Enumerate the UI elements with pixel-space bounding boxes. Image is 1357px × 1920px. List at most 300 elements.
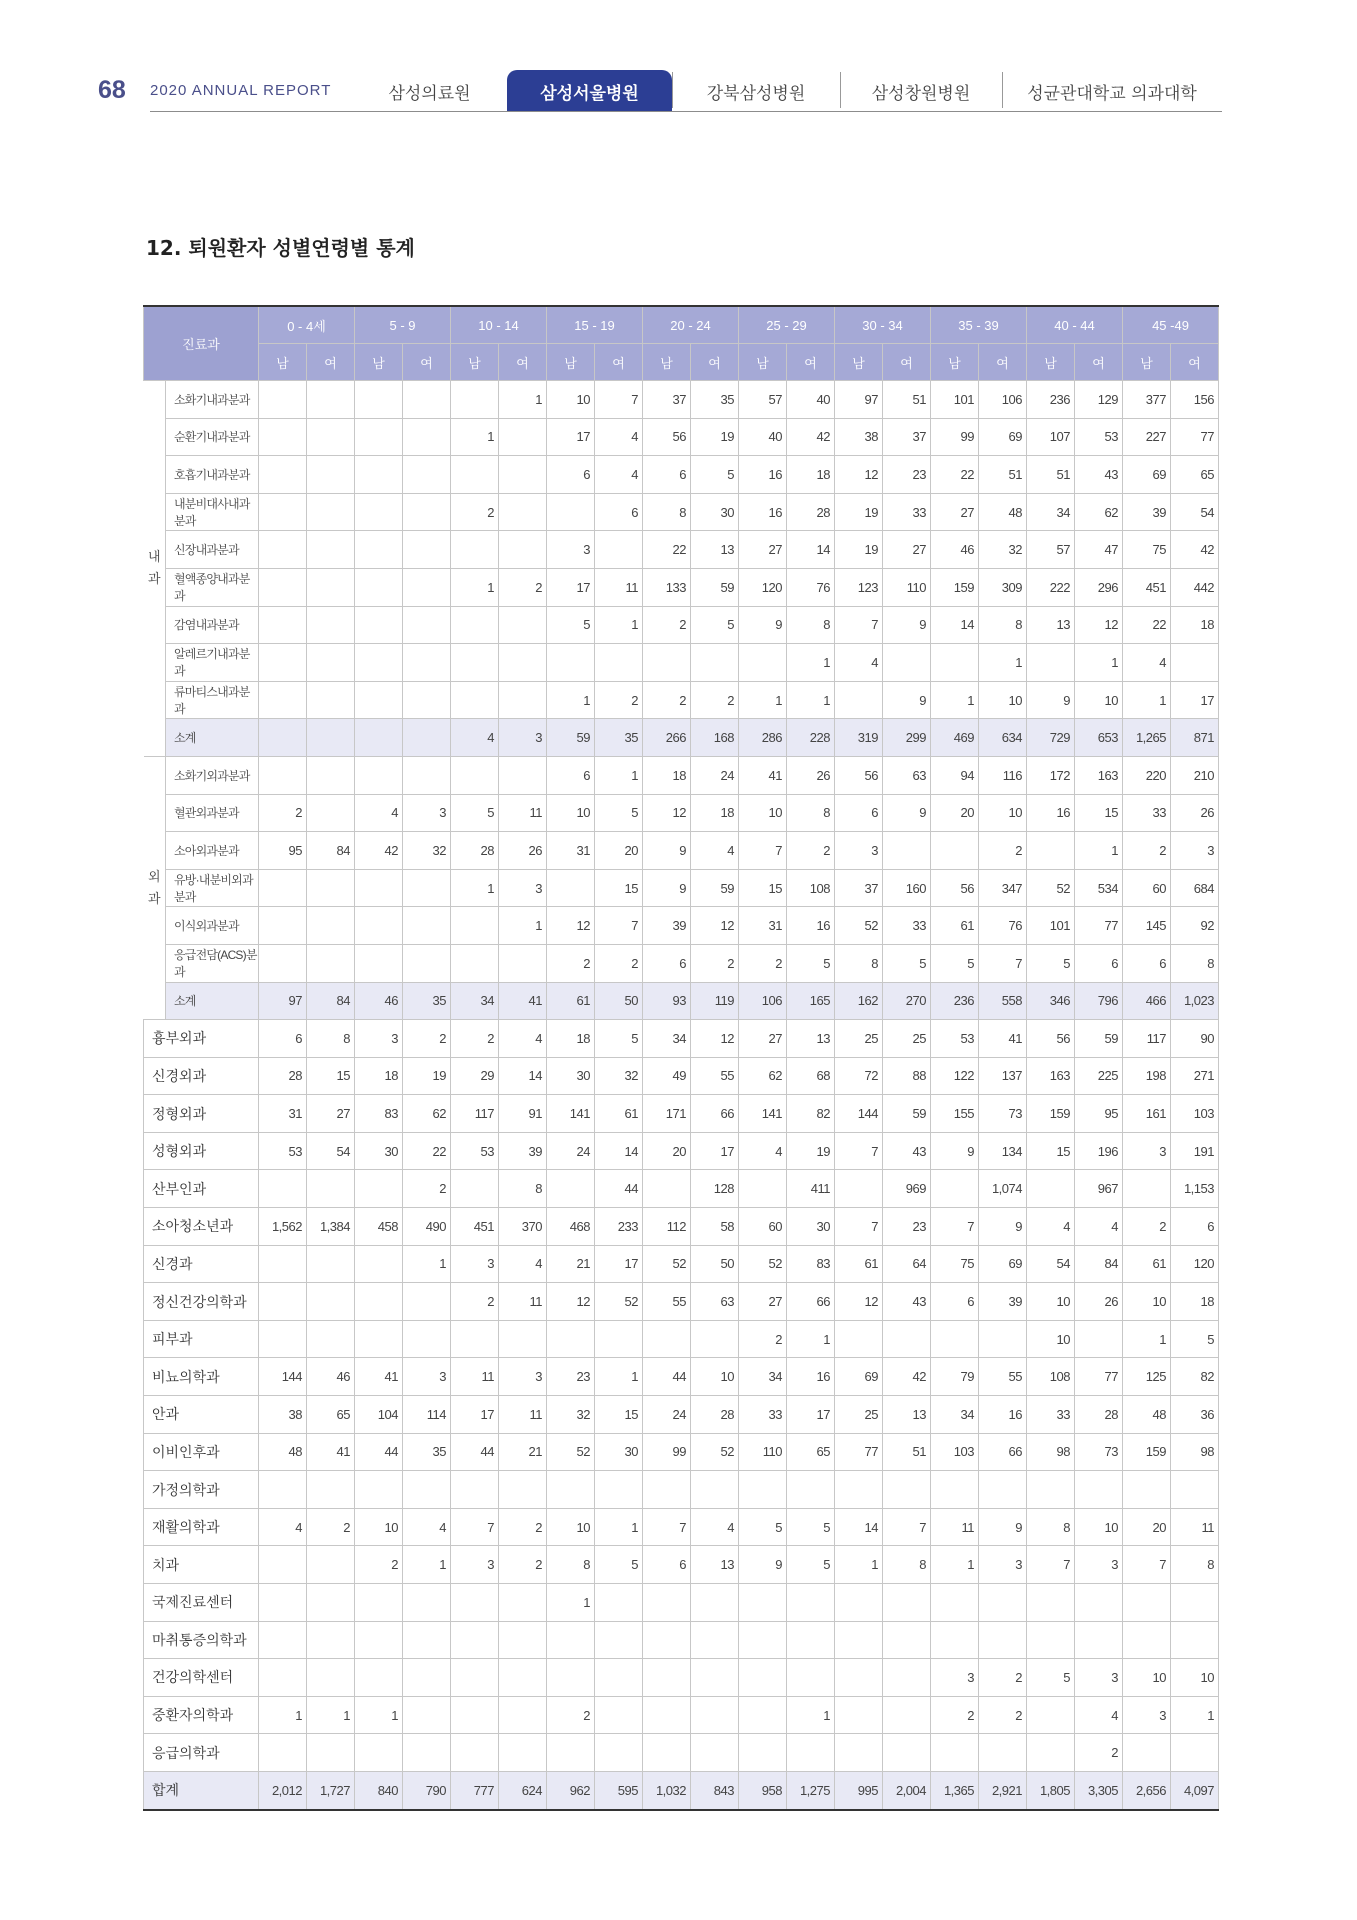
subdept-name: 소화기외과분과 — [166, 756, 259, 794]
table-cell: 30 — [547, 1057, 595, 1095]
table-cell — [595, 1320, 643, 1358]
table-cell: 10 — [1123, 1283, 1171, 1321]
table-cell: 50 — [691, 1245, 739, 1283]
table-cell — [931, 1584, 979, 1622]
table-cell: 1 — [547, 1584, 595, 1622]
table-cell — [403, 1659, 451, 1697]
table-cell: 843 — [691, 1771, 739, 1809]
table-cell: 44 — [451, 1433, 499, 1471]
table-cell: 13 — [1027, 606, 1075, 644]
table-cell: 47 — [1075, 531, 1123, 569]
table-cell — [451, 907, 499, 945]
table-cell: 1 — [307, 1696, 355, 1734]
dept-name: 피부과 — [144, 1320, 259, 1358]
table-cell: 3 — [1171, 832, 1219, 870]
table-cell: 51 — [1027, 456, 1075, 494]
table-cell: 33 — [1123, 794, 1171, 832]
table-cell — [307, 944, 355, 982]
table-cell: 46 — [931, 531, 979, 569]
table-cell: 6 — [1171, 1208, 1219, 1246]
table-cell: 15 — [595, 869, 643, 907]
subdept-name: 응급전담(ACS)분과 — [166, 944, 259, 982]
table-cell — [355, 644, 403, 682]
table-cell: 10 — [547, 794, 595, 832]
table-cell: 3 — [499, 869, 547, 907]
table-cell: 225 — [1075, 1057, 1123, 1095]
table-cell: 137 — [979, 1057, 1027, 1095]
table-cell — [547, 1170, 595, 1208]
table-cell — [451, 644, 499, 682]
table-cell — [355, 493, 403, 531]
table-cell: 1 — [595, 1358, 643, 1396]
table-cell — [259, 1659, 307, 1697]
table-cell: 144 — [259, 1358, 307, 1396]
table-cell — [259, 418, 307, 456]
table-cell — [259, 1320, 307, 1358]
table-cell: 10 — [979, 681, 1027, 719]
subdept-name: 신장내과분과 — [166, 531, 259, 569]
table-cell — [259, 944, 307, 982]
table-cell: 1 — [451, 418, 499, 456]
table-cell — [1027, 832, 1075, 870]
table-cell: 995 — [835, 1771, 883, 1809]
table-cell: 30 — [691, 493, 739, 531]
dept-name: 소아청소년과 — [144, 1208, 259, 1246]
table-cell: 16 — [739, 456, 787, 494]
table-cell: 34 — [451, 982, 499, 1020]
dept-name: 성형외과 — [144, 1132, 259, 1170]
table-cell: 33 — [739, 1396, 787, 1434]
table-cell: 2 — [499, 568, 547, 606]
table-cell: 299 — [883, 719, 931, 757]
table-cell: 172 — [1027, 756, 1075, 794]
table-cell: 2 — [691, 944, 739, 982]
table-cell: 4 — [403, 1508, 451, 1546]
table-cell: 5 — [931, 944, 979, 982]
table-cell — [355, 756, 403, 794]
dept-name: 비뇨의학과 — [144, 1358, 259, 1396]
table-cell — [1027, 1696, 1075, 1734]
table-cell: 53 — [931, 1020, 979, 1058]
table-cell: 9 — [979, 1508, 1027, 1546]
table-cell: 16 — [787, 1358, 835, 1396]
table-cell — [259, 719, 307, 757]
table-header — [144, 306, 1219, 381]
table-row — [144, 1283, 1219, 1321]
table-cell — [307, 644, 355, 682]
group-label-char: 내 — [147, 549, 161, 565]
table-cell — [499, 944, 547, 982]
table-row — [144, 1659, 1219, 1697]
table-cell — [835, 1659, 883, 1697]
table-cell — [931, 1734, 979, 1772]
group-label-char: 과 — [147, 891, 161, 907]
table-cell — [739, 1734, 787, 1772]
table-cell: 52 — [595, 1283, 643, 1321]
table-cell — [451, 456, 499, 494]
age-group-header: 0 - 4세 — [259, 306, 355, 344]
age-group-header: 20 - 24 — [643, 306, 739, 344]
group-label-char: 외 — [147, 869, 161, 885]
table-cell: 73 — [979, 1095, 1027, 1133]
table-cell: 39 — [979, 1283, 1027, 1321]
table-cell: 196 — [1075, 1132, 1123, 1170]
table-cell: 4 — [355, 794, 403, 832]
subdept-name: 순환기내과분과 — [166, 418, 259, 456]
male-header: 남 — [547, 344, 595, 381]
table-row — [144, 1095, 1219, 1133]
table-cell: 123 — [835, 568, 883, 606]
tab-samsung-seoul-hospital[interactable] — [507, 70, 672, 112]
table-cell: 18 — [787, 456, 835, 494]
table-cell: 1 — [499, 381, 547, 419]
table-cell: 1 — [403, 1245, 451, 1283]
table-cell — [403, 869, 451, 907]
table-cell: 10 — [691, 1358, 739, 1396]
table-cell — [643, 1471, 691, 1509]
table-cell: 77 — [1171, 418, 1219, 456]
table-cell: 17 — [547, 568, 595, 606]
table-cell — [643, 1170, 691, 1208]
table-cell: 77 — [835, 1433, 883, 1471]
table-cell — [259, 1283, 307, 1321]
table-row — [144, 1696, 1219, 1734]
table-cell: 63 — [691, 1283, 739, 1321]
table-cell: 160 — [883, 869, 931, 907]
table-cell: 41 — [739, 756, 787, 794]
table-cell: 133 — [643, 568, 691, 606]
dept-name: 치과 — [144, 1546, 259, 1584]
table-cell — [835, 1696, 883, 1734]
table-cell: 58 — [691, 1208, 739, 1246]
table-cell — [499, 644, 547, 682]
table-row — [144, 493, 1219, 531]
table-cell: 4 — [451, 719, 499, 757]
male-header: 남 — [1027, 344, 1075, 381]
table-cell: 108 — [1027, 1358, 1075, 1396]
female-header: 여 — [787, 344, 835, 381]
table-cell — [643, 1659, 691, 1697]
table-cell — [307, 719, 355, 757]
table-cell — [259, 1170, 307, 1208]
table-cell: 112 — [643, 1208, 691, 1246]
table-cell: 11 — [595, 568, 643, 606]
table-cell: 3 — [451, 1546, 499, 1584]
table-cell: 59 — [1075, 1020, 1123, 1058]
table-cell: 56 — [931, 869, 979, 907]
table-cell: 595 — [595, 1771, 643, 1809]
table-cell: 83 — [355, 1095, 403, 1133]
table-cell — [883, 1696, 931, 1734]
table-cell: 23 — [547, 1358, 595, 1396]
table-cell: 624 — [499, 1771, 547, 1809]
table-cell: 48 — [1123, 1396, 1171, 1434]
section-title: 12. 퇴원환자 성별연령별 통계 — [146, 236, 415, 260]
table-cell: 50 — [595, 982, 643, 1020]
tab-skku-medicine[interactable] — [1002, 70, 1222, 112]
male-header: 남 — [739, 344, 787, 381]
table-cell: 10 — [1027, 1320, 1075, 1358]
table-cell — [307, 606, 355, 644]
table-cell: 65 — [307, 1396, 355, 1434]
table-cell — [307, 1320, 355, 1358]
table-cell — [259, 1546, 307, 1584]
table-cell: 20 — [1123, 1508, 1171, 1546]
subdept-name: 감염내과분과 — [166, 606, 259, 644]
table-cell: 2 — [931, 1696, 979, 1734]
table-cell — [499, 531, 547, 569]
table-cell — [403, 1584, 451, 1622]
table-cell: 1 — [1123, 681, 1171, 719]
table-cell: 162 — [835, 982, 883, 1020]
table-cell: 7 — [451, 1508, 499, 1546]
table-cell — [499, 1659, 547, 1697]
table-cell: 2 — [739, 944, 787, 982]
table-cell — [1075, 1320, 1123, 1358]
table-cell: 141 — [547, 1095, 595, 1133]
table-cell: 466 — [1123, 982, 1171, 1020]
table-cell — [451, 381, 499, 419]
table-cell: 57 — [739, 381, 787, 419]
table-cell: 796 — [1075, 982, 1123, 1020]
table-cell: 2 — [499, 1546, 547, 1584]
table-cell: 34 — [931, 1396, 979, 1434]
table-cell: 3 — [403, 1358, 451, 1396]
table-cell — [307, 568, 355, 606]
table-cell: 168 — [691, 719, 739, 757]
table-cell: 12 — [835, 1283, 883, 1321]
table-cell — [403, 944, 451, 982]
table-cell: 5 — [595, 794, 643, 832]
table-cell: 97 — [259, 982, 307, 1020]
table-cell: 37 — [883, 418, 931, 456]
table-cell: 61 — [547, 982, 595, 1020]
table-cell: 14 — [787, 531, 835, 569]
table-cell: 236 — [1027, 381, 1075, 419]
table-cell — [787, 1621, 835, 1659]
table-cell — [835, 1471, 883, 1509]
table-cell: 55 — [643, 1283, 691, 1321]
table-cell: 54 — [1171, 493, 1219, 531]
table-cell: 12 — [643, 794, 691, 832]
tab-samsung-changwon-hospital[interactable] — [840, 70, 1002, 112]
table-cell: 14 — [835, 1508, 883, 1546]
table-cell — [355, 944, 403, 982]
table-body — [144, 381, 1219, 1810]
table-row — [144, 1396, 1219, 1434]
table-cell — [307, 1283, 355, 1321]
table-cell: 6 — [835, 794, 883, 832]
table-cell: 4 — [1075, 1208, 1123, 1246]
table-cell: 29 — [451, 1057, 499, 1095]
table-cell — [259, 381, 307, 419]
table-cell: 790 — [403, 1771, 451, 1809]
table-cell: 5 — [787, 944, 835, 982]
table-cell — [403, 719, 451, 757]
table-cell: 62 — [1075, 493, 1123, 531]
table-cell: 41 — [307, 1433, 355, 1471]
table-cell — [547, 1320, 595, 1358]
table-cell — [931, 1621, 979, 1659]
table-cell — [979, 1734, 1027, 1772]
table-cell: 16 — [787, 907, 835, 945]
table-cell: 134 — [979, 1132, 1027, 1170]
table-cell: 347 — [979, 869, 1027, 907]
table-cell — [259, 456, 307, 494]
table-row — [144, 531, 1219, 569]
table-cell: 159 — [1027, 1095, 1075, 1133]
table-cell: 18 — [1171, 606, 1219, 644]
table-cell: 2 — [979, 832, 1027, 870]
table-cell: 61 — [931, 907, 979, 945]
table-cell: 1,384 — [307, 1208, 355, 1246]
table-cell: 13 — [691, 1546, 739, 1584]
table-cell — [307, 493, 355, 531]
table-cell — [307, 456, 355, 494]
table-cell: 777 — [451, 1771, 499, 1809]
table-cell — [691, 1621, 739, 1659]
table-cell: 75 — [931, 1245, 979, 1283]
table-cell: 69 — [979, 418, 1027, 456]
table-cell: 10 — [547, 381, 595, 419]
age-group-header: 30 - 34 — [835, 306, 931, 344]
grand-total-row — [144, 1771, 1219, 1809]
table-cell — [1075, 1471, 1123, 1509]
table-cell: 117 — [1123, 1020, 1171, 1058]
table-cell: 1,074 — [979, 1170, 1027, 1208]
table-cell — [403, 756, 451, 794]
tab-kangbuk-samsung-hospital[interactable] — [672, 70, 840, 112]
table-cell — [979, 1584, 1027, 1622]
table-cell: 20 — [931, 794, 979, 832]
table-cell: 42 — [787, 418, 835, 456]
table-cell: 1 — [595, 1508, 643, 1546]
table-cell: 7 — [1027, 1546, 1075, 1584]
table-cell: 10 — [1171, 1659, 1219, 1697]
table-cell: 91 — [499, 1095, 547, 1133]
table-cell — [403, 681, 451, 719]
table-cell: 110 — [739, 1433, 787, 1471]
table-row — [144, 1546, 1219, 1584]
table-row — [144, 1170, 1219, 1208]
table-cell — [451, 1320, 499, 1358]
table-cell — [403, 1734, 451, 1772]
table-cell: 84 — [307, 982, 355, 1020]
table-cell: 62 — [403, 1095, 451, 1133]
table-cell — [739, 1170, 787, 1208]
table-cell: 653 — [1075, 719, 1123, 757]
table-cell: 684 — [1171, 869, 1219, 907]
table-cell — [595, 1734, 643, 1772]
table-cell — [403, 1283, 451, 1321]
table-cell: 119 — [691, 982, 739, 1020]
subdept-name: 혈액종양내과분과 — [166, 568, 259, 606]
table-cell: 27 — [739, 531, 787, 569]
table-cell: 8 — [499, 1170, 547, 1208]
table-cell — [451, 1621, 499, 1659]
table-cell: 128 — [691, 1170, 739, 1208]
table-cell: 21 — [547, 1245, 595, 1283]
table-cell — [355, 456, 403, 494]
table-cell: 2 — [979, 1659, 1027, 1697]
table-cell — [595, 1584, 643, 1622]
table-cell — [739, 1584, 787, 1622]
table-cell: 15 — [1075, 794, 1123, 832]
table-cell: 30 — [787, 1208, 835, 1246]
table-cell: 54 — [307, 1132, 355, 1170]
table-cell: 1,265 — [1123, 719, 1171, 757]
table-cell: 7 — [595, 907, 643, 945]
table-cell: 22 — [931, 456, 979, 494]
table-cell — [355, 907, 403, 945]
table-cell: 5 — [787, 1546, 835, 1584]
table-cell: 31 — [259, 1095, 307, 1133]
table-cell: 1,727 — [307, 1771, 355, 1809]
table-cell — [403, 531, 451, 569]
table-cell — [451, 756, 499, 794]
table-cell: 451 — [1123, 568, 1171, 606]
table-cell: 468 — [547, 1208, 595, 1246]
table-cell: 377 — [1123, 381, 1171, 419]
table-cell: 61 — [1123, 1245, 1171, 1283]
table-cell — [307, 381, 355, 419]
table-cell: 66 — [979, 1433, 1027, 1471]
table-cell — [355, 1320, 403, 1358]
table-cell — [499, 1621, 547, 1659]
table-cell: 2,012 — [259, 1771, 307, 1809]
table-cell: 4 — [691, 1508, 739, 1546]
table-cell: 33 — [1027, 1396, 1075, 1434]
hospital-nav — [352, 70, 1222, 112]
table-cell: 39 — [499, 1132, 547, 1170]
tab-samsung-medical-center[interactable] — [352, 70, 507, 112]
table-cell: 1 — [499, 907, 547, 945]
table-cell: 52 — [739, 1245, 787, 1283]
dept-name: 신경과 — [144, 1245, 259, 1283]
table-cell: 3 — [403, 794, 451, 832]
table-cell — [499, 756, 547, 794]
table-cell — [307, 1546, 355, 1584]
table-row — [144, 456, 1219, 494]
table-cell: 2,656 — [1123, 1771, 1171, 1809]
table-cell — [883, 832, 931, 870]
table-cell: 53 — [451, 1132, 499, 1170]
table-cell: 490 — [403, 1208, 451, 1246]
table-cell: 110 — [883, 568, 931, 606]
table-cell: 233 — [595, 1208, 643, 1246]
table-cell: 15 — [307, 1057, 355, 1095]
table-cell: 7 — [595, 381, 643, 419]
table-cell: 17 — [547, 418, 595, 456]
table-cell: 9 — [883, 606, 931, 644]
table-cell — [691, 1696, 739, 1734]
table-cell: 93 — [643, 982, 691, 1020]
grand-total-label: 합계 — [144, 1771, 259, 1809]
table-cell: 6 — [547, 756, 595, 794]
table-cell: 8 — [1171, 1546, 1219, 1584]
table-cell: 12 — [691, 1020, 739, 1058]
table-row — [144, 568, 1219, 606]
table-cell: 51 — [883, 381, 931, 419]
table-cell — [355, 1471, 403, 1509]
table-cell: 286 — [739, 719, 787, 757]
table-cell — [355, 1245, 403, 1283]
table-cell: 2 — [1075, 1734, 1123, 1772]
table-cell: 220 — [1123, 756, 1171, 794]
table-cell: 2 — [355, 1546, 403, 1584]
table-cell: 20 — [595, 832, 643, 870]
table-cell: 191 — [1171, 1132, 1219, 1170]
